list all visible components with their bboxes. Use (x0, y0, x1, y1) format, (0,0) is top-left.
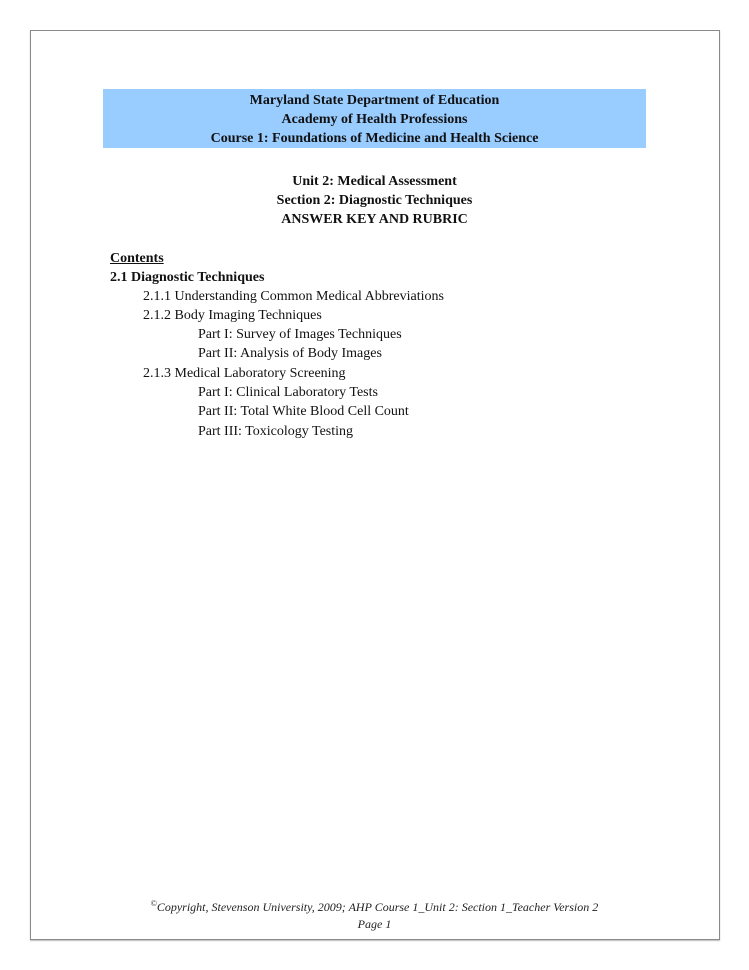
toc-item: Part II: Total White Blood Cell Count (198, 404, 409, 419)
copyright-line (0, 895, 749, 916)
copyright-text: Copyright, Stevenson University, 2009; AHP Course 1_Unit 2: Section 1_Teacher Version 2 (156, 900, 599, 914)
title-line: ANSWER KEY AND RUBRIC (281, 212, 468, 227)
banner-line: Maryland State Department of Education (249, 93, 500, 108)
document-title (0, 172, 749, 229)
header-banner (103, 89, 646, 148)
title-line: Section 2: Diagnostic Techniques (276, 193, 473, 208)
toc-item: Part I: Clinical Laboratory Tests (198, 385, 378, 400)
banner-line: Course 1: Foundations of Medicine and Health Science (210, 131, 539, 146)
page-number: Page 1 (357, 917, 392, 931)
toc-section: 2.1 Diagnostic Techniques (110, 270, 265, 285)
banner-line: Academy of Health Professions (281, 112, 468, 127)
toc-item: Part III: Toxicology Testing (198, 424, 354, 439)
page-footer (0, 895, 749, 933)
copyright-symbol: © (150, 899, 157, 908)
toc-item: 2.1.2 Body Imaging Techniques (143, 308, 322, 323)
title-line: Unit 2: Medical Assessment (292, 174, 457, 189)
toc-item: Part II: Analysis of Body Images (198, 346, 382, 361)
toc-item: Part I: Survey of Images Techniques (198, 327, 402, 342)
document-page (30, 30, 720, 940)
toc-item: 2.1.1 Understanding Common Medical Abbreviations (143, 289, 444, 304)
contents-heading: Contents (110, 251, 164, 266)
toc-item: 2.1.3 Medical Laboratory Screening (143, 366, 346, 381)
